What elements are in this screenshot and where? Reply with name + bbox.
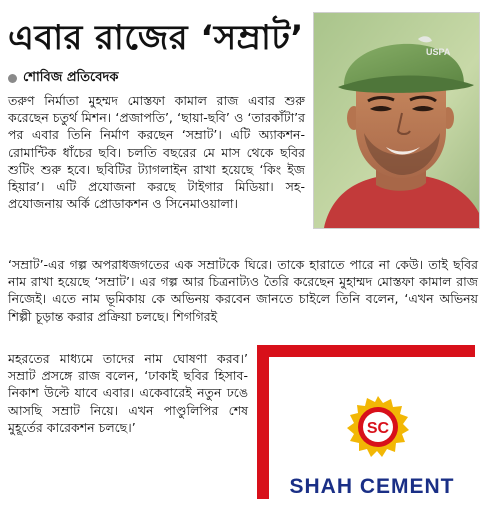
headline: এবার রাজের ‘সম্রাট’ (8, 18, 304, 58)
byline (8, 70, 118, 86)
shah-cement-ad (257, 345, 475, 499)
byline-text: শোবিজ প্রতিবেদক (23, 69, 119, 85)
cap-logo-text: USPA (426, 47, 451, 57)
brand-name: SHAH CEMENT (289, 475, 455, 498)
bullet-icon (8, 74, 17, 83)
article-paragraph-1: তরুণ নির্মাতা মুহম্মদ মোস্তফা কামাল রাজ এবার শুরু করেছেন চতুর্থ মিশন। ‘প্রজাপতি’, ‘ছায়া-ছবি’ ও ‘তারকাঁটা’র পর এবার তিনি নির্মাণ করছেন ‘সম্রাট’। এটি অ্যাকশন-রোমান্টিক ধাঁচের ছবি। চলতি বছরের মে মাস থেকে ছবির শুটিং শুরু হবে। ছবিটির ট্যাগলাইন রাখা হয়েছে ‘কিং ইজ হিয়ার’। এটি প্রযোজনা করছে টাইগার মিডিয়া। সহ-প্রযোজনায় অর্কি প্রোডাকশন ও সিনেমাওয়ালা। (8, 93, 305, 212)
article-paragraph-3: মহরতের মাধ্যমে তাদের নাম ঘোষণা করব।’ সম্রাট প্রসঙ্গে রাজ বলেন, ‘ঢাকাই ছবির হিসাব-নিকাশ উল্টে যাবে এবার। একেবারেই নতুন ঢঙে আসছি সম্রাট নিয়ে। এখন পাণ্ডুলিপির শেষ মুহূর্তের কারেকশন চলছে।’ (8, 351, 248, 435)
portrait-photo (313, 12, 480, 229)
shah-cement-logo-icon (346, 395, 410, 459)
logo-monogram: SC (366, 420, 390, 437)
article-paragraph-2: ‘সম্রাট’-এর গল্প অপরাধজগতের এক সম্রাটকে ঘিরে। তাকে হারাতে পারে না কেউ। তাই ছবির নাম রাখা হয়েছে ‘সম্রাট’। এর গল্প আর চিত্রনাট্যও তৈরি করেছেন মুহাম্মদ মোস্তফা কামাল রাজ নিজেই। এতে নাম ভূমিকায় কে অভিনয় করবেন জানতে চাইলে তিনি বলেন, ‘এখন অভিনয় শিল্পী চূড়ান্ত করার প্রক্রিয়া চলছে। শিগগিরই (8, 257, 478, 324)
